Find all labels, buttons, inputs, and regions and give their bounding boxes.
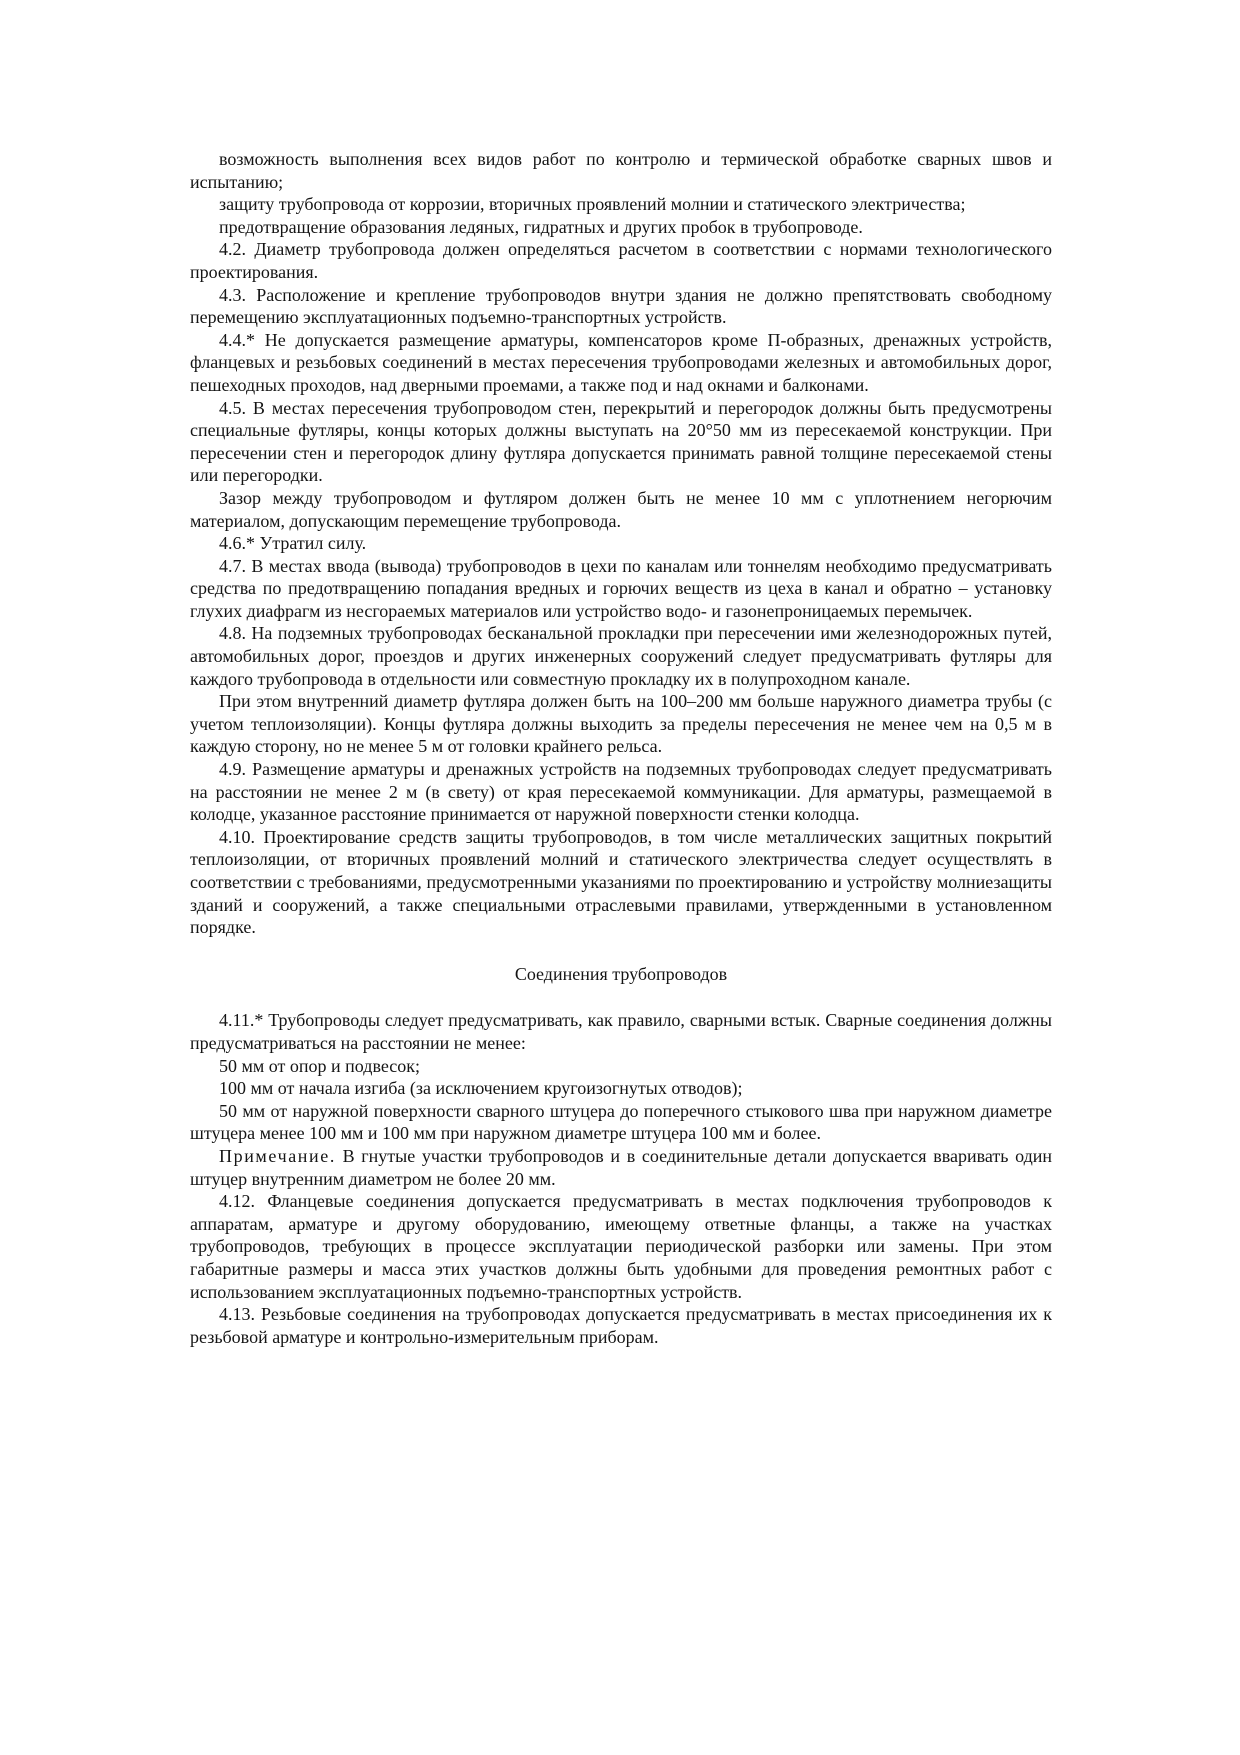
paragraph-4-3: 4.3. Расположение и крепление трубопроводов внутри здания не должно препятствовать свободному перемещению эксплуатационных подъемно-транспортных устройств. xyxy=(190,284,1052,328)
note-text: В гнутые участки трубопроводов и в соединительные детали допускается вваривать один штуцер внутренним диаметром не более 20 мм. xyxy=(190,1145,1052,1189)
note-label: Примечание. xyxy=(219,1145,336,1166)
paragraph-4-11: 4.11.* Трубопроводы следует предусматривать, как правило, сварными встык. Сварные соединения должны предусматриваться на расстоянии не менее: xyxy=(190,1010,1052,1053)
note-paragraph xyxy=(190,1145,1052,1190)
paragraph-4-4: 4.4.* Не допускается размещение арматуры, компенсаторов кроме П-образных, дренажных устройств, фланцевых и резьбовых соединений в местах пересечения трубопроводами железных и автомобильных дорог, пешеходных проходов, над дверными проемами, а также под и над окнами и балконами. xyxy=(190,329,1052,395)
paragraph-4-6: 4.6.* Утратил силу. xyxy=(219,533,367,554)
paragraph-4-13: 4.13. Резьбовые соединения на трубопроводах допускается предусматривать в местах присоединения их к резьбовой арматуре и контрольно-измерительным приборам. xyxy=(190,1304,1052,1347)
paragraph: предотвращение образования ледяных, гидратных и других пробок в трубопроводе. xyxy=(219,216,863,237)
document-page xyxy=(190,148,1052,1348)
paragraph: Зазор между трубопроводом и футляром должен быть не менее 10 мм с уплотнением негорючим материалом, допускающим перемещение трубопровода. xyxy=(190,487,1052,531)
list-item: 100 мм от начала изгиба (за исключением кругоизогнутых отводов); xyxy=(219,1078,743,1099)
paragraph: возможность выполнения всех видов работ по контролю и термической обработке сварных швов и испытанию; xyxy=(190,149,1052,192)
paragraph-4-9: 4.9. Размещение арматуры и дренажных устройств на подземных трубопроводах следует предусматривать на расстоянии не менее 2 м (в свету) от края пересекаемой коммуникации. Для арматуры, размещаемой в колодце, указанное расстояние принимается от наружной поверхности стенки колодца. xyxy=(190,759,1052,825)
paragraph-4-10: 4.10. Проектирование средств защиты трубопроводов, в том числе металлических защитных покрытий теплоизоляции, от вторичных проявлений молний и статического электричества следует осуществлять в соответствии с требованиями, предусмотренными указаниями по проектированию и устройству молниезащиты зданий и сооружений, а также специальными отраслевыми правилами, утвержденными в установленном порядке. xyxy=(190,826,1052,938)
paragraph: При этом внутренний диаметр футляра должен быть на 100–200 мм больше наружного диаметра трубы (с учетом теплоизоляции). Концы футляра должны выходить за пределы пересечения не менее чем на 0,5 м в каждую сторону, но не менее 5 м от головки крайнего рельса. xyxy=(190,691,1052,757)
paragraph-4-12: 4.12. Фланцевые соединения допускается предусматривать в местах подключения трубопроводов к аппаратам, арматуре и другому оборудованию, имеющему ответные фланцы, а также на участках трубопроводов, требующих в процессе эксплуатации периодической разборки или замены. При этом габаритные размеры и масса этих участков должны быть удобными для проведения ремонтных работ с использованием эксплуатационных подъемно-транспортных устройств. xyxy=(190,1191,1052,1302)
paragraph-4-5: 4.5. В местах пересечения трубопроводом стен, перекрытий и перегородок должны быть предусмотрены специальные футляры, концы которых должны выступать на 20°50 мм из пересекаемой конструкции. При пересечении стен и перегородок длину футляра допускается принимать равной толщине пересекаемой стены или перегородки. xyxy=(190,397,1052,486)
list-item: 50 мм от наружной поверхности сварного штуцера до поперечного стыкового шва при наружном диаметре штуцера менее 100 мм и 100 мм при наружном диаметре штуцера 100 мм и более. xyxy=(190,1100,1052,1144)
paragraph-4-8: 4.8. На подземных трубопроводах бесканальной прокладки при пересечении ими железнодорожных путей, автомобильных дорог, проездов и других инженерных сооружений следует предусматривать футляры для каждого трубопровода в отдельности или совместную прокладку их в полупроходном канале. xyxy=(190,623,1052,689)
section-heading: Соединения трубопроводов xyxy=(514,963,728,984)
paragraph-4-2: 4.2. Диаметр трубопровода должен определяться расчетом в соответствии с нормами технологического проектирования. xyxy=(190,239,1052,282)
list-item: 50 мм от опор и подвесок; xyxy=(219,1055,421,1076)
paragraph: защиту трубопровода от коррозии, вторичных проявлений молнии и статического электричества; xyxy=(219,194,966,215)
paragraph-4-7: 4.7. В местах ввода (вывода) трубопроводов в цехи по каналам или тоннелям необходимо предусматривать средства по предотвращению попадания вредных и горючих веществ из цеха в канал и обратно – установку глухих диафрагм из несгораемых материалов или устройство водо- и газонепроницаемых перемычек. xyxy=(190,555,1052,621)
